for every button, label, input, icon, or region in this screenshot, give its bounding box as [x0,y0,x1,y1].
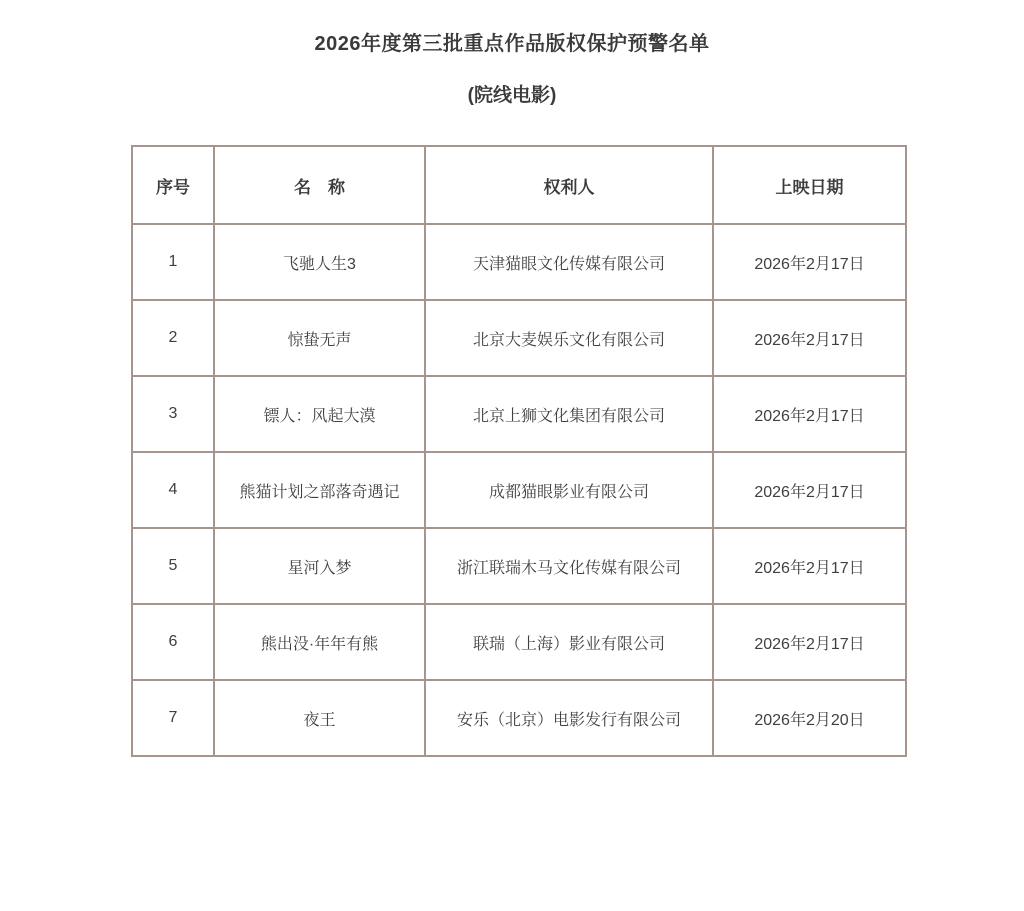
cell-rights-holder: 浙江联瑞木马文化传媒有限公司 [425,528,713,604]
header-release-date: 上映日期 [713,146,906,224]
table-header-row [132,146,906,224]
cell-release-date: 2026年2月17日 [713,604,906,680]
cell-rights-holder: 天津猫眼文化传媒有限公司 [425,224,713,300]
page-title: 2026年度第三批重点作品版权保护预警名单 [314,33,710,55]
header-title: 名 称 [214,146,425,224]
copyright-warning-table [131,145,907,757]
cell-title: 惊蛰无声 [214,300,425,376]
header-rights-holder: 权利人 [425,146,713,224]
cell-rights-holder: 北京大麦娱乐文化有限公司 [425,300,713,376]
cell-release-date: 2026年2月17日 [713,528,906,604]
cell-rights-holder: 联瑞（上海）影业有限公司 [425,604,713,680]
cell-release-date: 2026年2月17日 [713,452,906,528]
cell-serial-number: 1 [132,224,214,300]
cell-title: 夜王 [214,680,425,756]
cell-rights-holder: 北京上狮文化集团有限公司 [425,376,713,452]
cell-serial-number: 6 [132,604,214,680]
page-subtitle: (院线电影) [467,85,557,106]
table-row [132,224,906,300]
cell-serial-number: 2 [132,300,214,376]
cell-rights-holder: 成都猫眼影业有限公司 [425,452,713,528]
table-row [132,604,906,680]
cell-rights-holder: 安乐（北京）电影发行有限公司 [425,680,713,756]
cell-title: 熊出没·年年有熊 [214,604,425,680]
cell-serial-number: 4 [132,452,214,528]
table-row [132,376,906,452]
cell-title: 星河入梦 [214,528,425,604]
table-row [132,452,906,528]
cell-release-date: 2026年2月17日 [713,224,906,300]
cell-release-date: 2026年2月17日 [713,300,906,376]
cell-serial-number: 5 [132,528,214,604]
cell-title: 飞驰人生3 [214,224,425,300]
table-row [132,300,906,376]
table-row [132,528,906,604]
table-row [132,680,906,756]
header-serial-number: 序号 [132,146,214,224]
cell-title: 熊猫计划之部落奇遇记 [214,452,425,528]
cell-serial-number: 7 [132,680,214,756]
cell-serial-number: 3 [132,376,214,452]
cell-release-date: 2026年2月17日 [713,376,906,452]
cell-release-date: 2026年2月20日 [713,680,906,756]
document-page [0,32,1024,757]
cell-title: 镖人：风起大漠 [214,376,425,452]
